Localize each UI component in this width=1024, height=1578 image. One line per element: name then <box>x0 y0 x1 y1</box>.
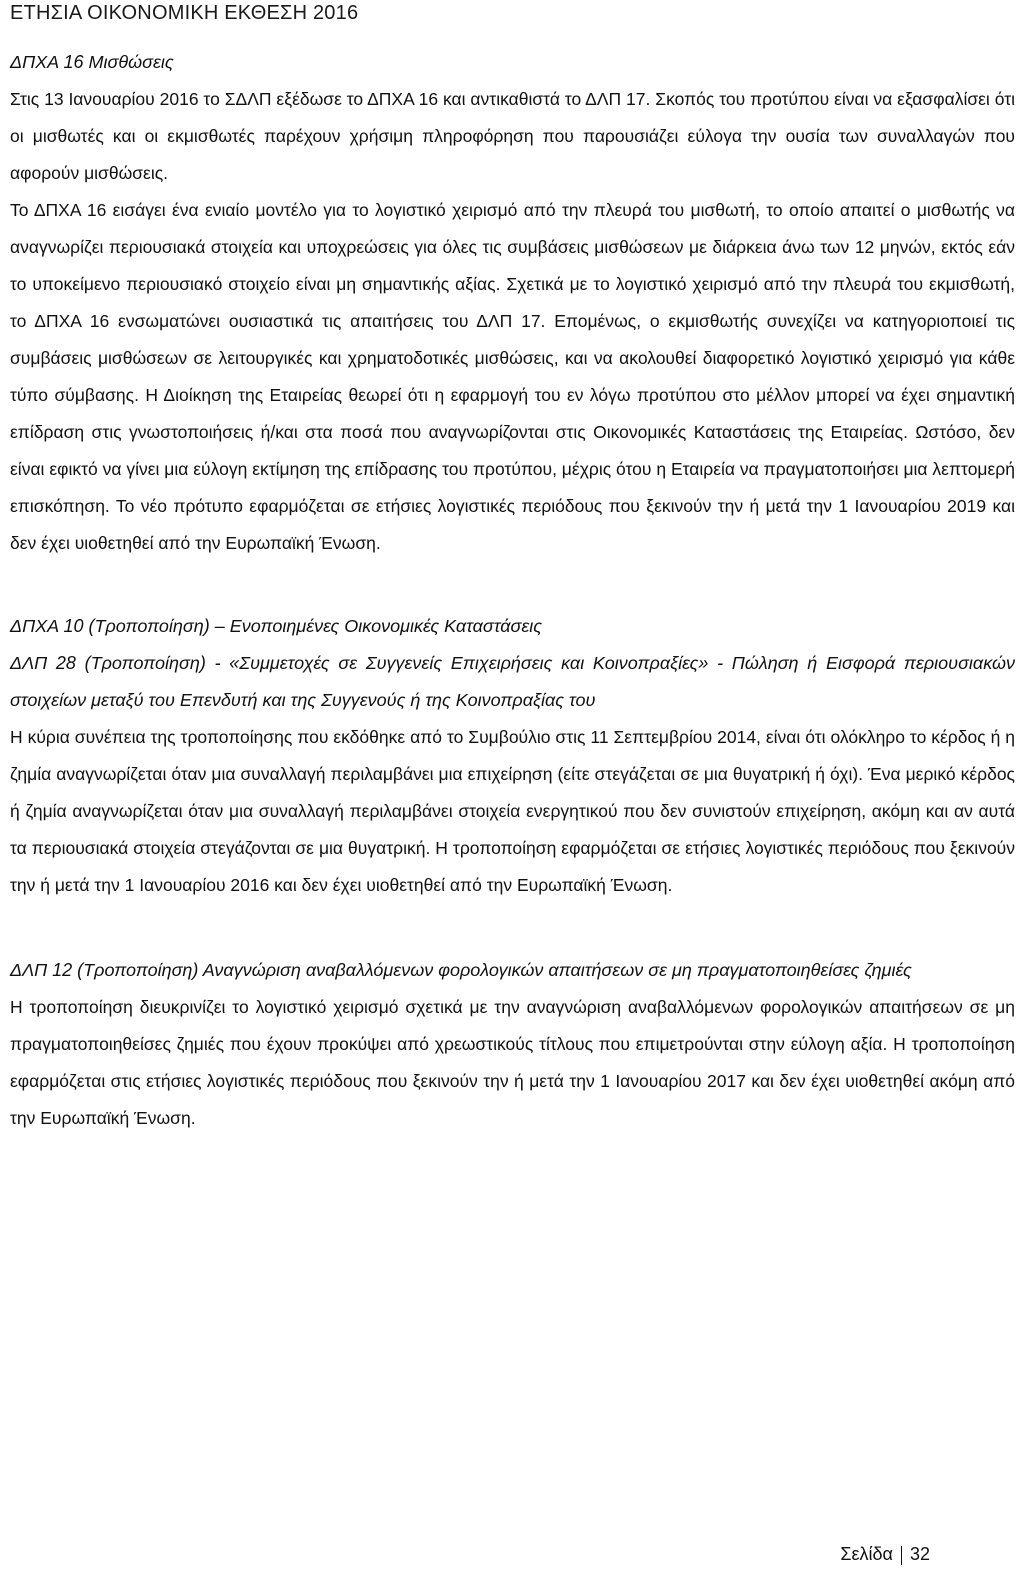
paragraph: Η κύρια συνέπεια της τροποποίησης που εκδόθηκε από το Συμβούλιο στις 11 Σεπτεμβρίου 2014, είναι ότι ολόκληρο το κέρδος ή η ζημία αναγνωρίζεται όταν μια συναλλαγή περιλαμβάνει μια επιχείρηση (είτε στεγάζεται σε μια θυγατρική ή όχι). Ένα μερικό κέρδος ή ζημία αναγνωρίζεται όταν μια συναλλαγή περιλαμβάνει στοιχεία ενεργητικού που δεν συνιστούν επιχείρηση, ακόμη και αν αυτά τα περιουσιακά στοιχεία στεγάζονται σε μια θυγατρική. Η τροποποίηση εφαρμόζεται σε ετήσιες λογιστικές περιόδους που ξεκινούν την ή μετά την 1 Ιανουαρίου 2016 και δεν έχει υιοθετηθεί από την Ευρωπαϊκή Ένωση. <box>10 727 1015 895</box>
running-header: ΕΤΗΣΙΑ ΟΙΚΟΝΟΜΙΚΗ ΕΚΘΕΣΗ 2016 <box>10 2 359 24</box>
page-number: 32 <box>909 1544 930 1564</box>
section-ifrs10-ias28 <box>10 608 1015 904</box>
section-spacer <box>10 562 1015 608</box>
paragraph: Στις 13 Ιανουαρίου 2016 το ΣΔΛΠ εξέδωσε το ΔΠΧΑ 16 και αντικαθιστά το ΔΛΠ 17. Σκοπός του προτύπου είναι να εξασφαλίσει ότι οι μισθωτές και οι εκμισθωτές παρέχουν χρήσιμη πληροφόρηση που παρουσιάζει εύλογα την ουσία των συναλλαγών που αφορούν μισθώσεις. <box>10 89 1015 183</box>
paragraph: Η τροποποίηση διευκρινίζει το λογιστικό χειρισμό σχετικά με την αναγνώριση αναβαλλόμενων φορολογικών απαιτήσεων σε μη πραγματοποιηθείσες ζημιές που έχουν προκύψει από χρεωστικούς τίτλους που επιμετρούνται στην εύλογη αξία. Η τροποποίηση εφαρμόζεται στις ετήσιες λογιστικές περιόδους που ξεκινούν την ή μετά την 1 Ιανουαρίου 2017 και δεν έχει υιοθετηθεί ακόμη από την Ευρωπαϊκή Ένωση. <box>10 997 1015 1128</box>
section-title: ΔΛΠ 12 (Τροποποίηση) Αναγνώριση αναβαλλόμενων φορολογικών απαιτήσεων σε μη πραγματοποιηθείσες ζημιές <box>10 960 912 980</box>
section-title: ΔΠΧΑ 16 Μισθώσεις <box>10 52 174 72</box>
page-footer <box>840 1544 930 1565</box>
section-subtitle: ΔΛΠ 28 (Τροποποίηση) - «Συμμετοχές σε Συγγενείς Επιχειρήσεις και Κοινοπραξίες» - Πώληση ή Εισφορά περιουσιακών στοιχείων μεταξύ του Επενδυτή και της Συγγενούς ή της Κοινοπραξίας του <box>10 653 1015 710</box>
page-label: Σελίδα <box>840 1544 893 1564</box>
page-content <box>10 44 1015 1137</box>
section-title: ΔΠΧΑ 10 (Τροποποίηση) – Ενοποιημένες Οικονομικές Καταστάσεις <box>10 616 543 636</box>
paragraph: Το ΔΠΧΑ 16 εισάγει ένα ενιαίο μοντέλο για το λογιστικό χειρισμό από την πλευρά του μισθωτή, το οποίο απαιτεί ο μισθωτής να αναγνωρίζει περιουσιακά στοιχεία και υποχρεώσεις για όλες τις συμβάσεις μισθώσεων με διάρκεια άνω των 12 μηνών, εκτός εάν το υποκείμενο περιουσιακό στοιχείο είναι μη σημαντικής αξίας. Σχετικά με το λογιστικό χειρισμό από την πλευρά του εκμισθωτή, το ΔΠΧΑ 16 ενσωματώνει ουσιαστικά τις απαιτήσεις του ΔΛΠ 17. Επομένως, ο εκμισθωτής συνεχίζει να κατηγοριοποιεί τις συμβάσεις μισθώσεων σε λειτουργικές και χρηματοδοτικές μισθώσεις, και να ακολουθεί διαφορετικό λογιστικό χειρισμό για κάθε τύπο σύμβασης. Η Διοίκηση της Εταιρείας θεωρεί ότι η εφαρμογή του εν λόγω προτύπου στο μέλλον μπορεί να έχει σημαντική επίδραση στις γνωστοποιήσεις ή/και στα ποσά που αναγνωρίζονται στις Οικονομικές Καταστάσεις της Εταιρείας. Ωστόσο, δεν είναι εφικτό να γίνει μια εύλογη εκτίμηση της επίδρασης του προτύπου, μέχρις ότου η Εταιρεία να πραγματοποιήσει μια λεπτομερή επισκόπηση. Το νέο πρότυπο εφαρμόζεται σε ετήσιες λογιστικές περιόδους που ξεκινούν την ή μετά την 1 Ιανουαρίου 2019 και δεν έχει υιοθετηθεί από την Ευρωπαϊκή Ένωση. <box>10 200 1015 553</box>
section-ifrs16 <box>10 44 1015 562</box>
section-spacer <box>10 904 1015 952</box>
section-ias12 <box>10 952 1015 1137</box>
page-separator <box>901 1546 902 1565</box>
